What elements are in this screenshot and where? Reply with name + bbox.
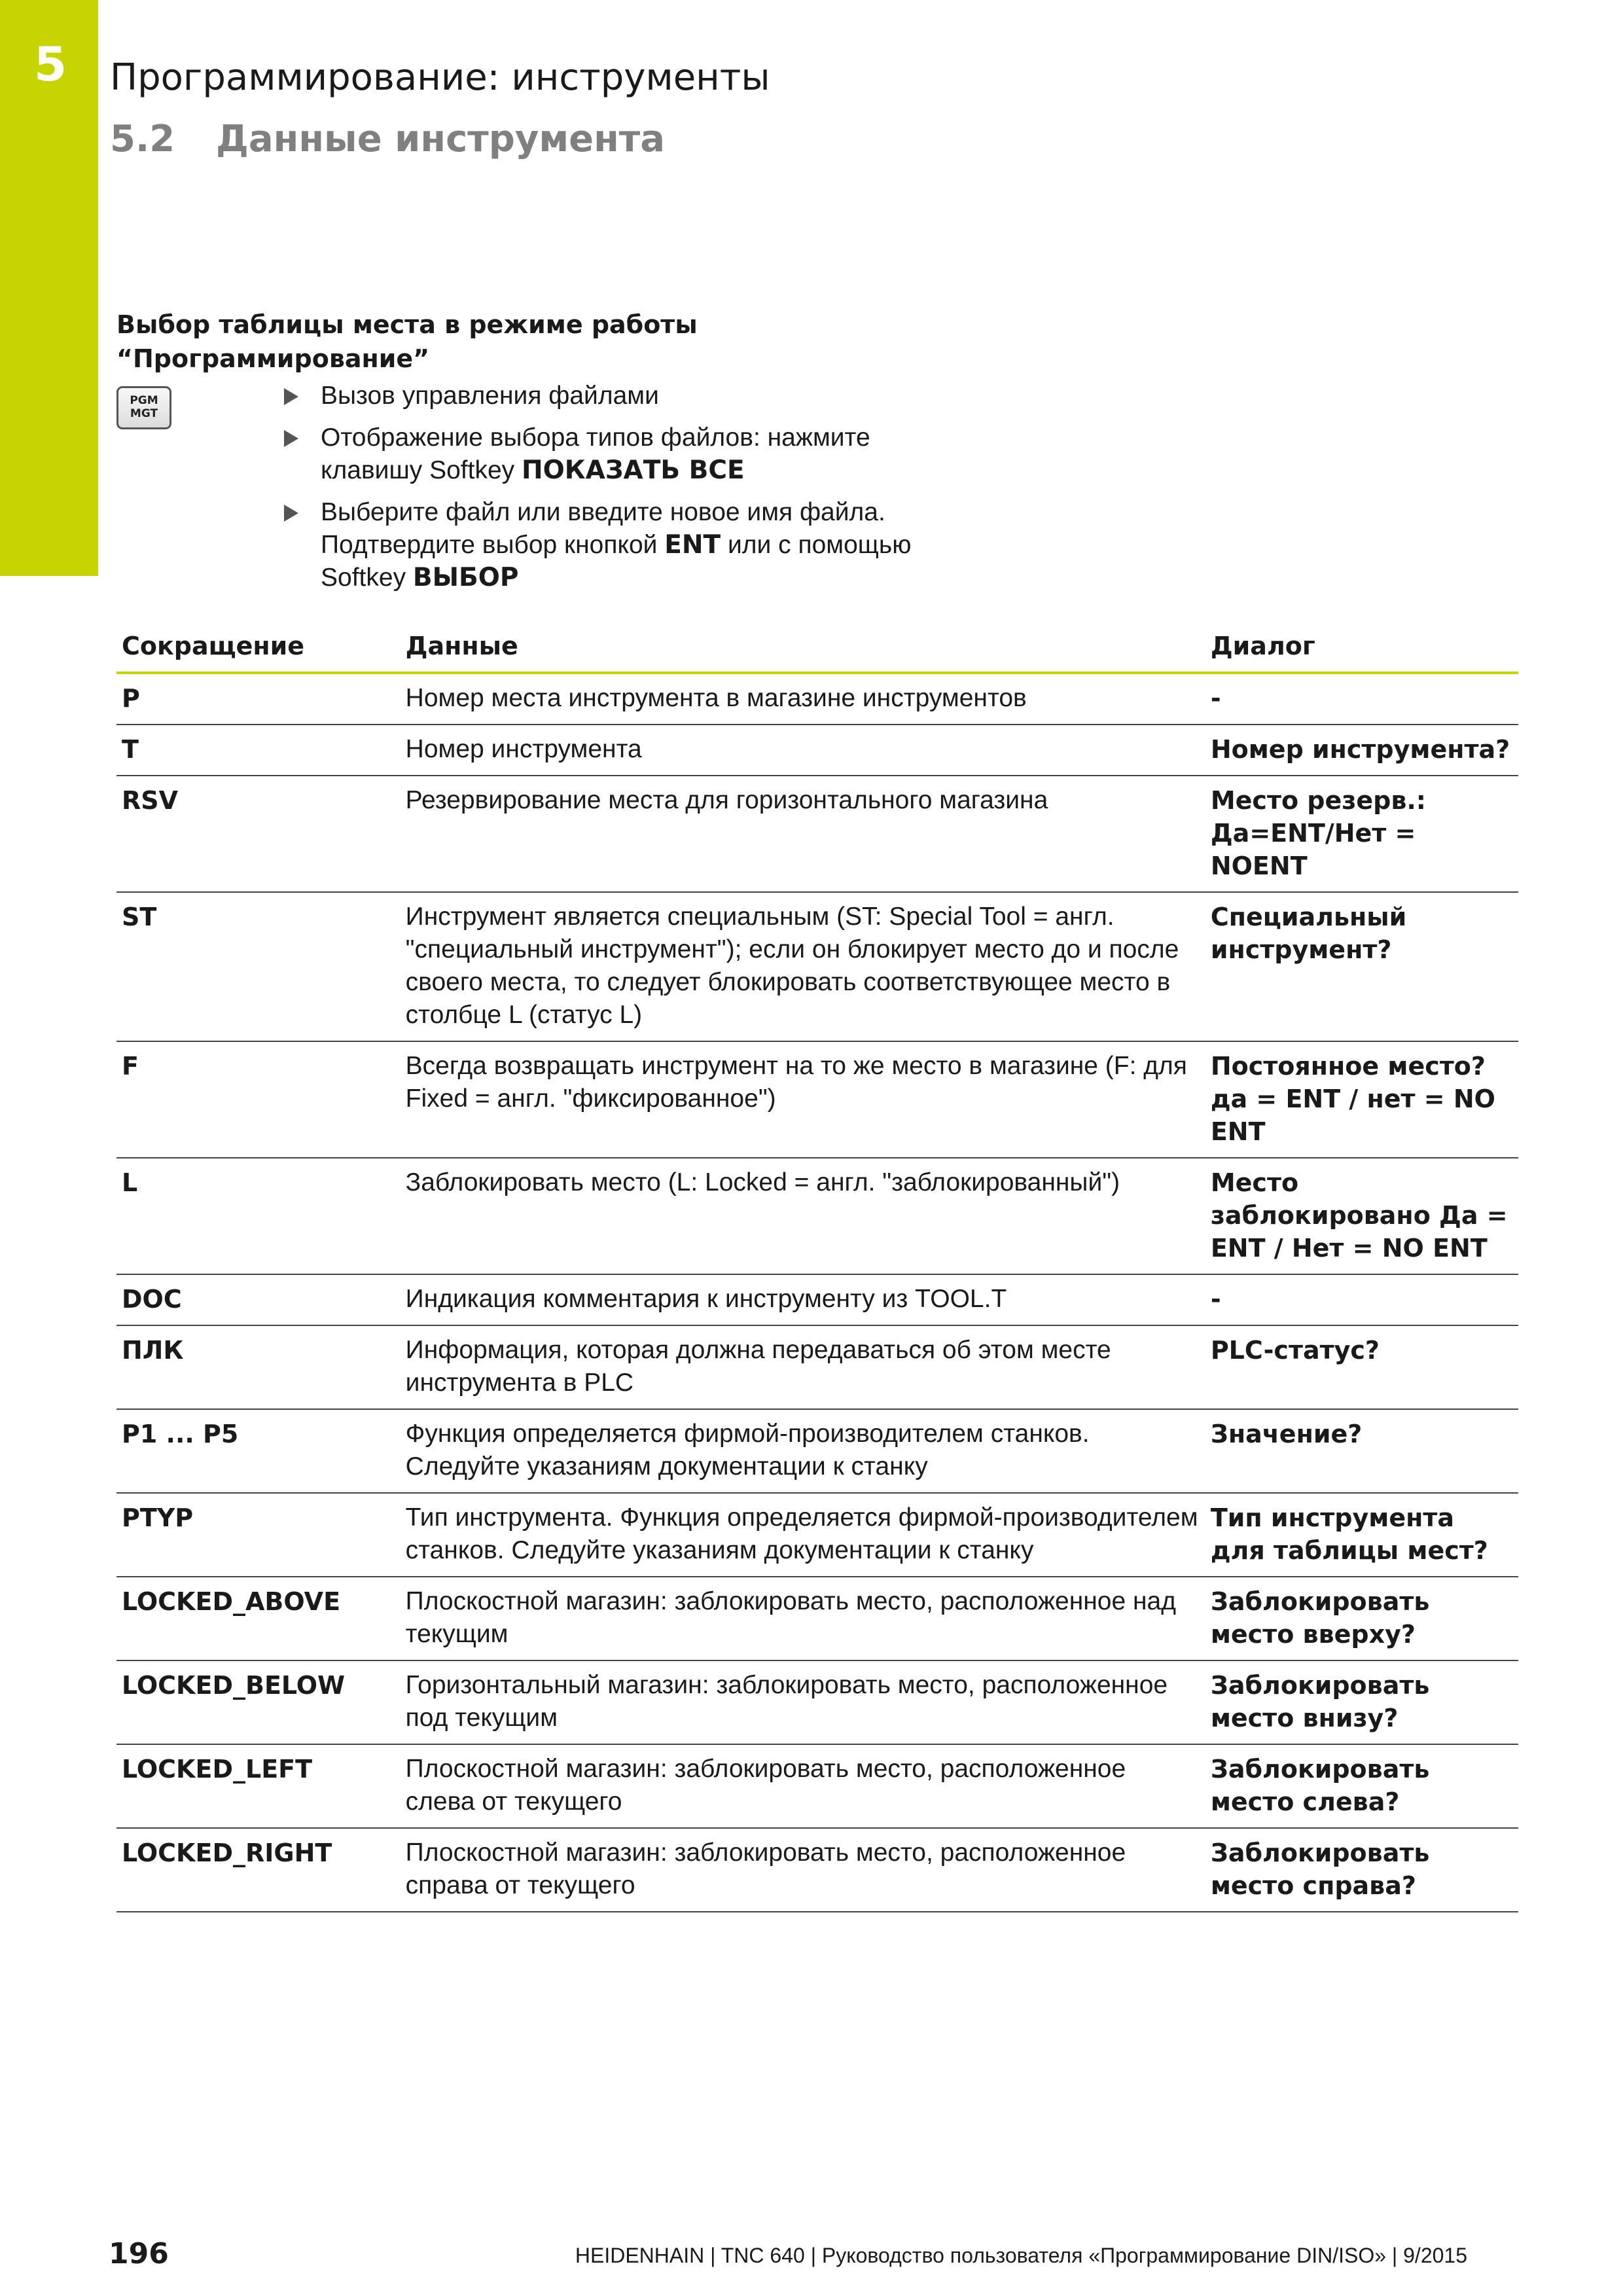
cell-data: Номер инструмента [401,725,1205,776]
step-item [281,380,955,412]
table-row [116,1274,1518,1325]
table-row [116,1828,1518,1912]
table-row [116,1577,1518,1660]
triangle-bullet-icon [284,430,298,447]
table-row [116,1325,1518,1409]
cell-abbreviation: P1 ... P5 [116,1409,401,1493]
cell-data: Тип инструмента. Функция определяется фирмой-производителем станков. Следуйте указаниям документации к станку [401,1493,1205,1577]
cell-data: Инструмент является специальным (ST: Special Tool = англ. "специальный инструмент"); если он блокирует место до и после своего места, то следует блокировать соответствующее место в столбце L (статус L) [401,892,1205,1041]
cell-abbreviation: LOCKED_BELOW [116,1660,401,1744]
cell-dialog: - [1205,673,1518,725]
table-row [116,892,1518,1041]
cell-dialog: Заблокировать место вверху? [1205,1577,1518,1660]
cell-abbreviation: L [116,1158,401,1274]
subheading-line-2: “Программирование” [116,344,430,373]
key-label-line-1: PGM [130,394,158,407]
cell-dialog: Тип инструмента для таблицы мест? [1205,1493,1518,1577]
step-text: Отображение выбора типов файлов: нажмите клавишу Softkey [321,423,870,484]
header-dialog: Диалог [1205,622,1518,673]
cell-dialog: Место резерв.: Да=ENT/Нет = NOENT [1205,776,1518,892]
section-title [110,119,665,160]
subheading-line-1: Выбор таблицы места в режиме работы [116,310,698,339]
cell-abbreviation: LOCKED_ABOVE [116,1577,401,1660]
step-list [281,380,955,603]
cell-data: Плоскостной магазин: заблокировать место, расположенное справа от текущего [401,1828,1205,1912]
cell-abbreviation: LOCKED_LEFT [116,1744,401,1828]
table-row [116,1158,1518,1274]
cell-dialog: Номер инструмента? [1205,725,1518,776]
pgm-mgt-key-icon [116,386,171,429]
table-header-row [116,622,1518,673]
cell-dialog: Значение? [1205,1409,1518,1493]
table-row [116,1744,1518,1828]
cell-data: Резервирование места для горизонтального магазина [401,776,1205,892]
chapter-title: Программирование: инструменты [110,56,770,99]
key-name: ENT [664,530,721,560]
table-row [116,1493,1518,1577]
triangle-bullet-icon [284,388,298,405]
cell-abbreviation: DOC [116,1274,401,1325]
cell-abbreviation: LOCKED_RIGHT [116,1828,401,1912]
cell-abbreviation: ST [116,892,401,1041]
cell-abbreviation: ПЛК [116,1325,401,1409]
cell-dialog: Заблокировать место внизу? [1205,1660,1518,1744]
cell-dialog: Заблокировать место слева? [1205,1744,1518,1828]
step-text: Вызов управления файлами [321,382,659,410]
section-title-text: Данные инструмента [216,118,666,160]
cell-data: Всегда возвращать инструмент на то же место в магазине (F: для Fixed = англ. "фиксированное") [401,1041,1205,1158]
subheading [116,308,705,376]
softkey-name: ВЫБОР [412,563,519,592]
chapter-number: 5 [34,37,67,92]
cell-abbreviation: T [116,725,401,776]
cell-abbreviation: P [116,673,401,725]
table-row [116,725,1518,776]
cell-abbreviation: RSV [116,776,401,892]
cell-data: Номер места инструмента в магазине инструментов [401,673,1205,725]
step-item [281,496,955,594]
triangle-bullet-icon [284,505,298,522]
footer-text: HEIDENHAIN | TNC 640 | Руководство пользователя «Программирование DIN/ISO» | 9/2015 [575,2244,1467,2267]
cell-data: Плоскостной магазин: заблокировать место, расположенное над текущим [401,1577,1205,1660]
section-number: 5.2 [110,118,175,160]
step-text: Выберите файл или введите новое имя файла. Подтвердите выбор кнопкой [321,498,885,559]
key-label-line-2: MGT [130,407,158,420]
cell-dialog: Специальный инструмент? [1205,892,1518,1041]
cell-data: Горизонтальный магазин: заблокировать место, расположенное под текущим [401,1660,1205,1744]
cell-dialog: Место заблокировано Да = ENT / Нет = NO ENT [1205,1158,1518,1274]
cell-abbreviation: F [116,1041,401,1158]
cell-dialog: - [1205,1274,1518,1325]
cell-abbreviation: PTYP [116,1493,401,1577]
pocket-table-columns [116,622,1518,1912]
table-row [116,1660,1518,1744]
cell-dialog: Постоянное место? да = ENT / нет = NO ENT [1205,1041,1518,1158]
cell-dialog: Заблокировать место справа? [1205,1828,1518,1912]
header-abbreviation: Сокращение [116,622,401,673]
step-text: или с помощью Softkey [321,531,912,592]
table-row [116,776,1518,892]
step-item [281,422,955,487]
table-row [116,673,1518,725]
cell-data: Заблокировать место (L: Locked = англ. "заблокированный") [401,1158,1205,1274]
cell-data: Индикация комментария к инструменту из TOOL.T [401,1274,1205,1325]
table-body [116,673,1518,1912]
softkey-name: ПОКАЗАТЬ ВСЕ [521,456,745,485]
cell-dialog: PLC-статус? [1205,1325,1518,1409]
table-row [116,1409,1518,1493]
cell-data: Функция определяется фирмой-производителем станков. Следуйте указаниям документации к станку [401,1409,1205,1493]
header-data: Данные [401,622,1205,673]
cell-data: Информация, которая должна передаваться об этом месте инструмента в PLC [401,1325,1205,1409]
page-number: 196 [109,2237,169,2270]
table-row [116,1041,1518,1158]
cell-data: Плоскостной магазин: заблокировать место, расположенное слева от текущего [401,1744,1205,1828]
